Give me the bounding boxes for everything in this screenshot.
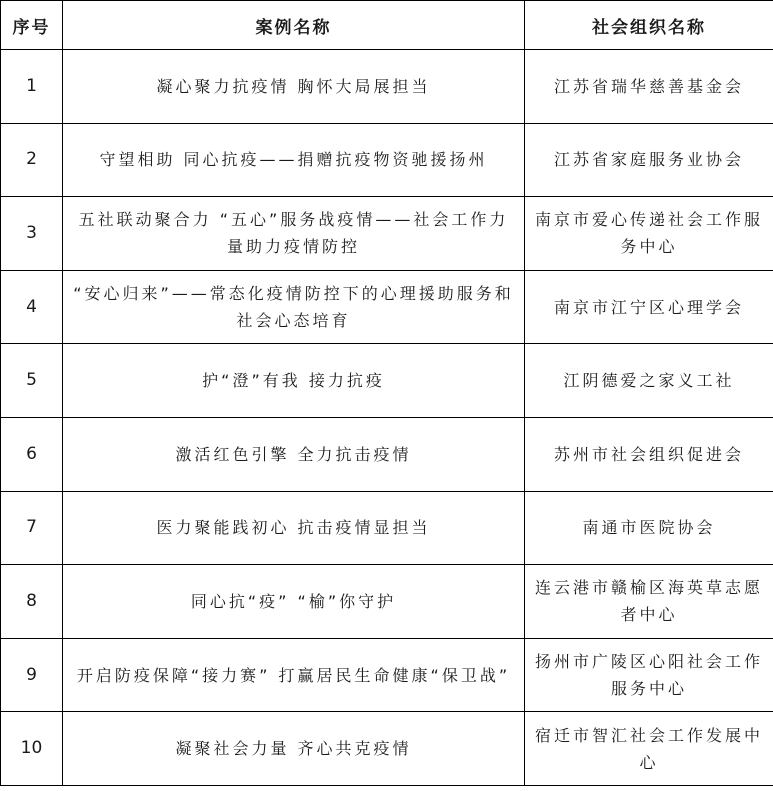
row-case-name: 五社联动聚合力 “五心”服务战疫情——社会工作力量助力疫情防控: [63, 197, 525, 271]
row-org-name: 江苏省家庭服务业协会: [525, 123, 773, 197]
table-row: [1, 417, 773, 491]
table-row: [1, 197, 773, 271]
row-org-name: 宿迁市智汇社会工作发展中心: [525, 712, 773, 786]
table-row: [1, 491, 773, 565]
row-case-name: 守望相助 同心抗疫——捐赠抗疫物资驰援扬州: [63, 123, 525, 197]
header-case-name: 案例名称: [63, 1, 525, 50]
row-org-name: 南京市江宁区心理学会: [525, 270, 773, 344]
row-case-name: 凝聚社会力量 齐心共克疫情: [63, 712, 525, 786]
row-case-name: “安心归来”——常态化疫情防控下的心理援助服务和社会心态培育: [63, 270, 525, 344]
row-no: 3: [1, 197, 63, 271]
row-org-name: 南通市医院协会: [525, 491, 773, 565]
table-row: [1, 50, 773, 124]
row-no: 8: [1, 565, 63, 639]
row-no: 1: [1, 50, 63, 124]
row-no: 5: [1, 344, 63, 418]
table-row: [1, 712, 773, 786]
table-row: [1, 638, 773, 712]
row-org-name: 南京市爱心传递社会工作服务中心: [525, 197, 773, 271]
row-case-name: 护“澄”有我 接力抗疫: [63, 344, 525, 418]
row-case-name: 医力聚能践初心 抗击疫情显担当: [63, 491, 525, 565]
row-case-name: 开启防疫保障“接力赛” 打赢居民生命健康“保卫战”: [63, 638, 525, 712]
header-org-name: 社会组织名称: [525, 1, 773, 50]
row-no: 6: [1, 417, 63, 491]
table-row: [1, 344, 773, 418]
row-no: 2: [1, 123, 63, 197]
row-no: 4: [1, 270, 63, 344]
row-org-name: 连云港市赣榆区海英草志愿者中心: [525, 565, 773, 639]
row-case-name: 同心抗“疫” “榆”你守护: [63, 565, 525, 639]
row-no: 10: [1, 712, 63, 786]
table-row: [1, 123, 773, 197]
row-case-name: 凝心聚力抗疫情 胸怀大局展担当: [63, 50, 525, 124]
row-org-name: 苏州市社会组织促进会: [525, 417, 773, 491]
row-org-name: 江阴德爱之家义工社: [525, 344, 773, 418]
row-org-name: 江苏省瑞华慈善基金会: [525, 50, 773, 124]
table-header-row: [1, 1, 773, 50]
table-row: [1, 270, 773, 344]
table-row: [1, 565, 773, 639]
row-org-name: 扬州市广陵区心阳社会工作服务中心: [525, 638, 773, 712]
row-case-name: 激活红色引擎 全力抗击疫情: [63, 417, 525, 491]
row-no: 7: [1, 491, 63, 565]
header-no: 序号: [1, 1, 63, 50]
row-no: 9: [1, 638, 63, 712]
